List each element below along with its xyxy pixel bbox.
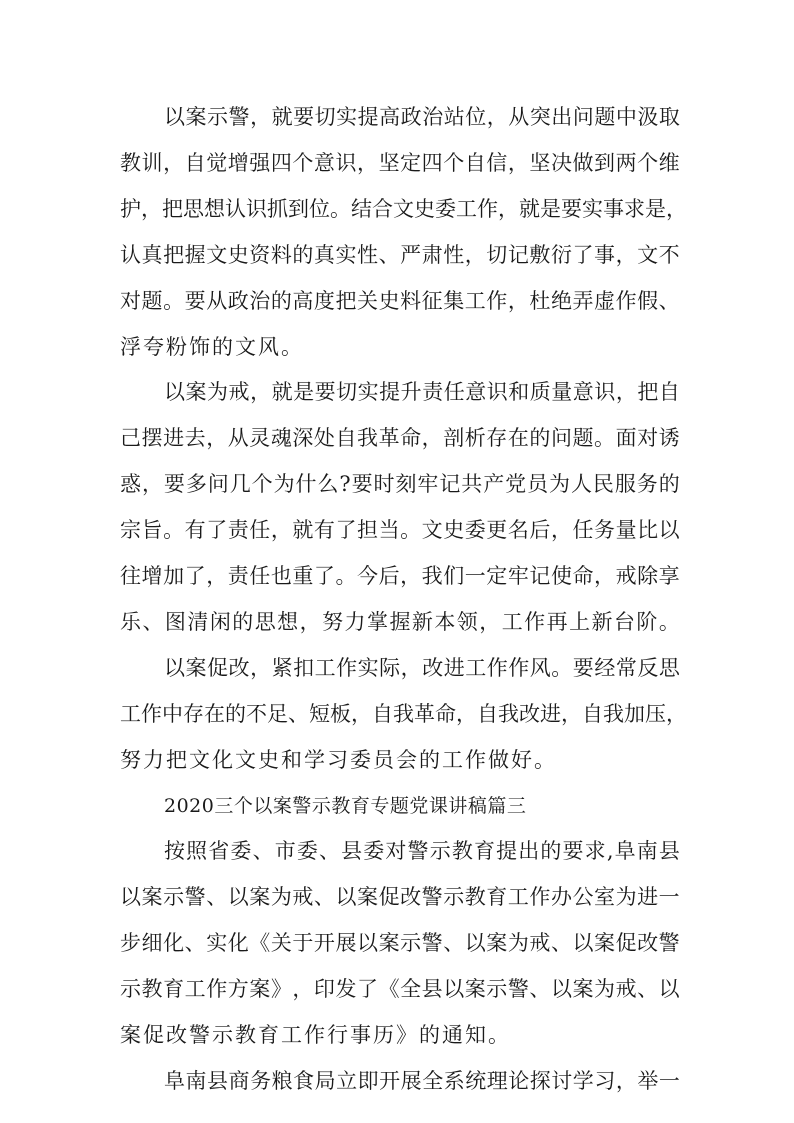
text-line: 以 案 促 改 ， 紧 扣 工 作 实 际 ， 改 进 工 作 作 风 。 要 经 常 反 思: [164, 655, 680, 680]
text-line: 工 作 中 存 在 的 不 足 、 短 板 ， 自 我 革 命 ， 自 我 改 进 ， 自 我 加 压 ，: [120, 701, 687, 726]
text-line: 认 真 把 握 文 史 资 料 的 真 实 性 、 严 肃 性 ， 切 记 敷 衍 了 事 ， 文 不: [120, 242, 680, 267]
section-heading: 2020三个以案警示教育专题党课讲稿篇三: [164, 794, 527, 817]
text-line: 示 教 育 工 作 方 案 》 ， 印 发 了 《 全 县 以 案 示 警 、 以 案 为 戒 、 以: [120, 977, 680, 1002]
text-line: 以 案 为 戒 ， 就 是 要 切 实 提 升 责 任 意 识 和 质 量 意 识 ， 把 自: [164, 380, 680, 405]
text-line: 阜 南 县 商 务 粮 食 局 立 即 开 展 全 系 统 理 论 探 讨 学 习 ， 举 一: [164, 1068, 680, 1093]
text-line: 往 增 加 了 ， 责 任 也 重 了 。 今 后 ， 我 们 一 定 牢 记 使 命 ， 戒 除 享: [120, 564, 680, 588]
text-line: 案促改警示教育工作行事历》的通知。: [120, 1023, 511, 1047]
text-line: 按 照 省 委 、 市 委 、 县 委 对 警 示 教 育 提 出 的 要 求 , 阜 南 县: [164, 839, 680, 864]
text-line: 教 训 ， 自 觉 增 强 四 个 意 识 ， 坚 定 四 个 自 信 ， 坚 决 做 到 两 个 维: [120, 150, 680, 175]
text-line: 己 摆 进 去 ， 从 灵 魂 深 处 自 我 革 命 ， 剖 析 存 在 的 问 题 。 面 对 诱: [120, 426, 680, 451]
text-line: 以 案 示 警 、 以 案 为 戒 、 以 案 促 改 警 示 教 育 工 作 办 公 室 为 进 一: [120, 885, 680, 910]
text-line: 惑 ， 要 多 问 几 个 为 什 么 ? 要 时 刻 牢 记 共 产 党 员 为 人 民 服 务 的: [120, 472, 680, 497]
text-line: 步 细 化 、 实 化 《 关 于 开 展 以 案 示 警 、 以 案 为 戒 、 以 案 促 改 警: [120, 931, 680, 956]
text-line: 以 案 示 警 ， 就 要 切 实 提 高 政 治 站 位 ， 从 突 出 问 题 中 汲 取: [164, 105, 680, 129]
text-line: 护 ， 把 思 想 认 识 抓 到 位 。 结 合 文 史 委 工 作 ， 就 是 要 实 事 求 是 ，: [120, 196, 687, 221]
text-line: 宗 旨 。 有 了 责 任 ， 就 有 了 担 当 。 文 史 委 更 名 后 ， 任 务 量 比 以: [120, 518, 680, 543]
text-line: 对 题 。 要 从 政 治 的 高 度 把 关 史 料 征 集 工 作 ， 杜 绝 弄 虚 作 假 、: [120, 288, 680, 313]
text-line: 努力把文化文史和学习委员会的工作做好。: [120, 747, 557, 772]
text-line: 乐 、 图 清 闲 的 思 想 ， 努 力 掌 握 新 本 领 ， 工 作 再 上 新 台 阶 。: [120, 609, 680, 634]
text-line: 浮夸粉饰的文风。: [120, 334, 304, 359]
